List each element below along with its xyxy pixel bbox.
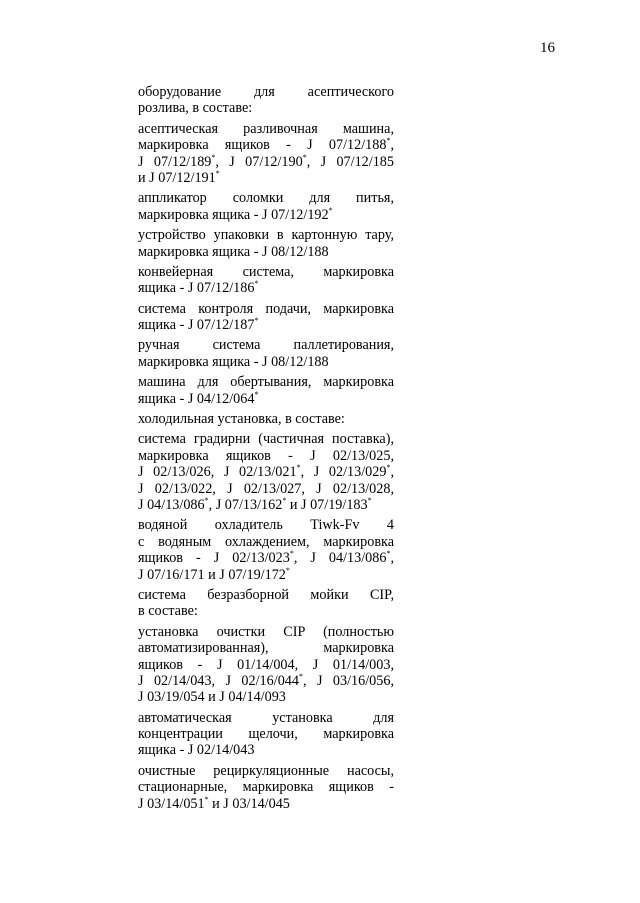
footnote-asterisk: *: [289, 549, 294, 559]
text-line: ящика - J 04/12/064*: [138, 389, 259, 407]
paragraph: [138, 227, 394, 260]
text-line: система контроля подачи, маркировка: [138, 300, 394, 317]
text-line: автоматическая установка для: [138, 709, 394, 726]
footnote-asterisk: *: [215, 168, 220, 178]
text-line: с водяным охлаждением, маркировка: [138, 533, 394, 550]
text-line: J 02/14/043, J 02/16/044*, J 03/16/056,: [138, 671, 395, 689]
paragraph: [138, 587, 394, 620]
paragraph: [138, 517, 394, 583]
paragraph: [138, 337, 394, 370]
footnote-asterisk: *: [296, 463, 301, 473]
paragraph: [138, 190, 394, 223]
text-line: ящиков - J 02/13/023*, J 04/13/086*,: [138, 549, 395, 567]
paragraph: [138, 763, 394, 812]
text-line: система градирни (частичная поставка),: [138, 431, 394, 448]
text-line: стационарные, маркировка ящиков -: [138, 779, 394, 796]
footnote-asterisk: *: [282, 495, 287, 505]
text-line: маркировка ящиков - J 07/12/188*,: [138, 136, 394, 154]
footnote-asterisk: *: [386, 549, 391, 559]
paragraph: [138, 411, 394, 427]
paragraph: [138, 431, 394, 513]
text-line: J 03/19/054 и J 04/14/093: [138, 689, 286, 706]
text-line: машина для обертывания, маркировка: [138, 374, 394, 391]
text-line: маркировка ящика - J 07/12/192*: [138, 205, 333, 223]
text-line: ящика - J 07/12/186*: [138, 279, 259, 297]
paragraph: [138, 301, 394, 334]
footnote-asterisk: *: [285, 565, 290, 575]
text-line: маркировка ящиков - J 02/13/025,: [138, 447, 394, 464]
paragraph: [138, 710, 394, 759]
text-line: асептическая разливочная машина,: [138, 120, 394, 137]
text-line: оборудование для асептического: [138, 84, 394, 100]
footnote-asterisk: *: [204, 495, 209, 505]
footnote-asterisk: *: [211, 152, 216, 162]
text-line: водяной охладитель Tiwk-Fv 4: [138, 517, 394, 534]
text-line: маркировка ящика - J 08/12/188: [138, 243, 329, 260]
text-line: концентрации щелочи, маркировка: [138, 726, 394, 743]
footnote-asterisk: *: [328, 205, 333, 215]
text-line: ящиков - J 01/14/004, J 01/14/003,: [138, 656, 394, 673]
text-line: J 02/13/022, J 02/13/027, J 02/13/028,: [138, 480, 394, 497]
text-line: J 07/16/171 и J 07/19/172*: [138, 565, 290, 583]
footnote-asterisk: *: [254, 279, 259, 289]
footnote-asterisk: *: [254, 316, 259, 326]
text-line: устройство упаковки в картонную тару,: [138, 227, 394, 244]
footnote-asterisk: *: [254, 389, 259, 399]
footnote-asterisk: *: [386, 136, 391, 146]
text-line: J 02/13/026, J 02/13/021*, J 02/13/029*,: [138, 463, 395, 481]
footnote-asterisk: *: [386, 463, 391, 473]
text-line: аппликатор соломки для питья,: [138, 190, 394, 207]
paragraph: [138, 624, 394, 706]
paragraph: [138, 84, 394, 117]
paragraph: [138, 264, 394, 297]
text-line: автоматизированная), маркировка: [138, 640, 394, 657]
text-line: система безразборной мойки CIP,: [138, 586, 394, 603]
text-line: J 07/12/189*, J 07/12/190*, J 07/12/185: [138, 152, 394, 170]
text-line: маркировка ящика - J 08/12/188: [138, 353, 329, 370]
text-line: J 03/14/051* и J 03/14/045: [138, 794, 290, 812]
paragraph: [138, 121, 394, 187]
footnote-asterisk: *: [298, 671, 303, 681]
page-number: 16: [540, 40, 555, 56]
text-line: ящика - J 02/14/043: [138, 742, 255, 759]
text-line: конвейерная система, маркировка: [138, 263, 394, 280]
footnote-asterisk: *: [302, 152, 307, 162]
text-line: холодильная установка, в составе:: [138, 411, 345, 428]
text-line: установка очистки CIP (полностью: [138, 623, 394, 640]
paragraph: [138, 374, 394, 407]
text-line: ящика - J 07/12/187*: [138, 316, 259, 334]
footnote-asterisk: *: [367, 495, 372, 505]
text-line: розлива, в составе:: [138, 100, 253, 117]
footnote-asterisk: *: [204, 794, 209, 804]
text-line: ручная система паллетирования,: [138, 337, 394, 354]
text-line: очистные рециркуляционные насосы,: [138, 762, 394, 779]
text-line: J 04/13/086*, J 07/13/162* и J 07/19/183*: [138, 495, 372, 513]
text-line: и J 07/12/191*: [138, 168, 220, 186]
text-line: в составе:: [138, 603, 198, 620]
document-body: [138, 84, 394, 816]
